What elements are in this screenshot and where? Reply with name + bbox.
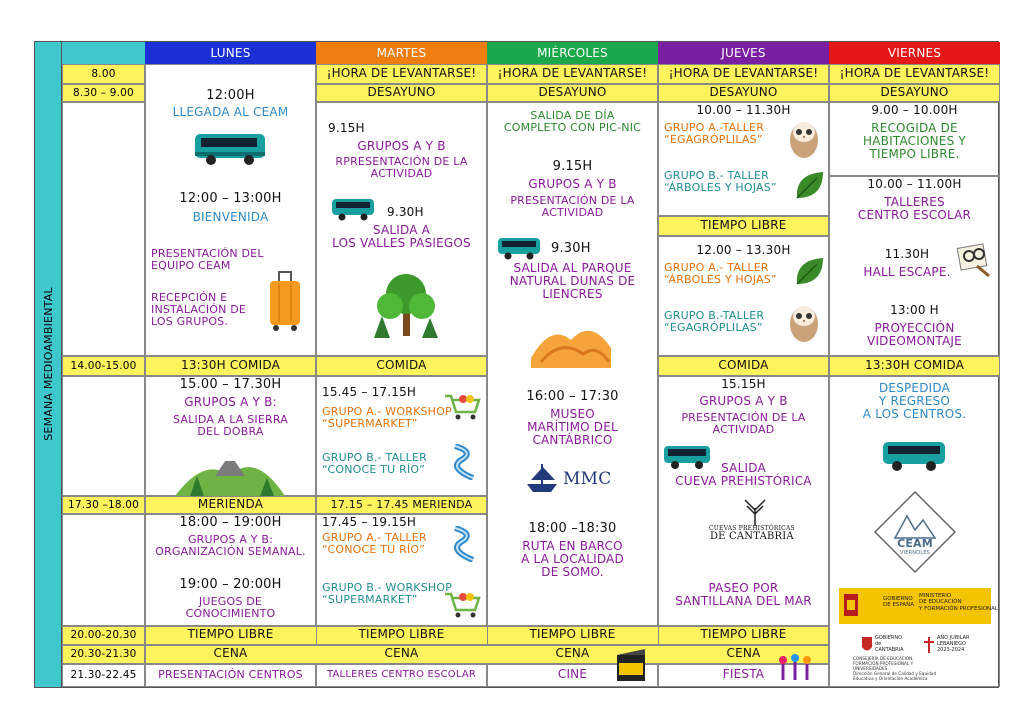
martes-grupo-a: GRUPO A.- WORKSHOP “SUPERMARKET” xyxy=(322,405,452,430)
cross-icon xyxy=(923,636,935,654)
time-cell: 14.00-15.00 xyxy=(62,356,145,376)
viernes-desayuno-label: DESAYUNO xyxy=(880,85,949,99)
cinema-icon xyxy=(615,645,647,685)
miercoles-ruta: RUTA EN BARCO A LA LOCALIDAD DE SOMO. xyxy=(521,539,624,579)
tree-icon xyxy=(370,268,442,340)
owl-icon xyxy=(787,114,821,160)
jueves-time-1515: 15.15H xyxy=(721,377,766,391)
day-header-lunes: LUNES xyxy=(145,42,316,64)
cart-icon xyxy=(443,590,481,618)
lunes-llegada: LLEGADA AL CEAM xyxy=(172,105,289,119)
viernes-proyeccion: PROYECCIÓN VIDEOMONTAJE xyxy=(867,321,962,348)
viernes-recogida: RECOGIDA DE HABITACIONES Y TIEMPO LIBRE. xyxy=(863,121,966,161)
ceam-logo-icon xyxy=(873,490,957,574)
lunes-grupos: GRUPOS A Y B: xyxy=(184,395,277,409)
lunes-organizacion: GRUPOS A Y B: ORGANIZACIÓN SEMANAL. xyxy=(155,533,306,558)
corner-cell xyxy=(62,42,145,64)
cantabria-shield-icon xyxy=(861,636,873,654)
time-cell: 17.30 –18.00 xyxy=(62,496,145,514)
party-icon xyxy=(775,652,817,684)
leaf-icon xyxy=(793,168,827,202)
viernes-time-1130: 11.30H xyxy=(884,247,930,261)
suitcase-icon xyxy=(267,270,303,332)
lunes-comida-label: 13:30H COMIDA xyxy=(181,358,280,372)
miercoles-time-915: 9.15H xyxy=(552,159,593,174)
bus-icon xyxy=(881,438,947,472)
cantabria-text: GOBIERNO de CANTABRIA xyxy=(875,635,904,653)
viernes-time-900: 9.00 – 10.00H xyxy=(871,103,958,117)
time-cell-blank xyxy=(62,376,145,496)
martes-talleres-centro: TALLERES CENTRO ESCOLAR xyxy=(326,669,477,680)
jueves-fiesta: FIESTA xyxy=(722,667,765,681)
day-header-martes: MARTES xyxy=(316,42,487,64)
ceam-logo-sub: VIERNOLES xyxy=(899,550,931,556)
miercoles-salida-dia: SALIDA DE DÍA COMPLETO CON PIC-NIC xyxy=(503,109,642,134)
bus-icon xyxy=(497,236,541,260)
viernes-levantarse-label: ¡HORA DE LEVANTARSE! xyxy=(839,66,990,80)
martes-presentacion: RPRESENTACIÓN DE LA ACTIVIDAD xyxy=(335,155,468,180)
shield-icon xyxy=(843,590,859,620)
mmc-logo: MMC xyxy=(563,469,612,489)
ministerio-text: MINISTERIO DE EDUCACIÓN Y FORMACIÓN PROFESIONAL xyxy=(919,593,998,612)
day-header-viernes: VIERNES xyxy=(829,42,1000,64)
day-header-jueves: JUEVES xyxy=(658,42,829,64)
jueves-tiempo-libre-label: TIEMPO LIBRE xyxy=(700,218,787,232)
leaf-icon xyxy=(793,254,827,288)
cave-icon xyxy=(725,498,785,528)
jueves-salida: SALIDA CUEVA PREHISTÓRICA xyxy=(675,461,812,488)
miercoles-levantarse-label: ¡HORA DE LEVANTARSE! xyxy=(497,66,648,80)
miercoles-time-1600: 16:00 – 17:30 xyxy=(526,389,619,404)
bus-icon xyxy=(331,197,375,221)
miercoles-time-1800: 18:00 –18:30 xyxy=(528,521,617,536)
time-cell: 20.30-21.30 xyxy=(62,645,145,664)
jueves-tiempo-libre-2: TIEMPO LIBRE xyxy=(700,627,787,641)
miercoles-cena: CENA xyxy=(555,646,590,660)
time-cell: 8.00 xyxy=(62,64,145,84)
time-cell: 20.00-20.30 xyxy=(62,626,145,645)
jueves-grupo-a: GRUPO A.-TALLER “EGAGRÓPLILAS” xyxy=(664,121,765,146)
jueves-grupos: GRUPOS A Y B xyxy=(699,394,788,408)
miercoles-cine: CINE xyxy=(557,667,588,681)
miercoles-desayuno-label: DESAYUNO xyxy=(538,85,607,99)
jueves-comida-label: COMIDA xyxy=(718,358,769,372)
time-cell: 21.30-22.45 xyxy=(62,664,145,687)
jubilar-text: AÑO JUBILAR LEBANIEGO 2023-2024 xyxy=(937,635,970,653)
martes-comida-label: COMIDA xyxy=(376,358,427,372)
lunes-recepcion: RECEPCIÓN E INSTALACIÓN DE LOS GRUPOS. xyxy=(151,291,247,328)
jueves-grupo-b: GRUPO B.- TALLER “ÁRBOLES Y HOJAS” xyxy=(664,169,777,194)
jueves-levantarse-label: ¡HORA DE LEVANTARSE! xyxy=(668,66,819,80)
viernes-hall: HALL ESCAPE. xyxy=(863,265,951,279)
martes-tiempo-libre: TIEMPO LIBRE xyxy=(358,627,445,641)
lunes-presentacion-centros: PRESENTACIÓN CENTROS xyxy=(158,668,303,681)
miercoles-tiempo-libre: TIEMPO LIBRE xyxy=(529,627,616,641)
miercoles-grupos: GRUPOS A Y B xyxy=(528,177,617,191)
martes-grupo-a-2: GRUPO A.- TALLER “CONOCE TU RÍO” xyxy=(322,531,427,556)
lunes-presentacion: PRESENTACIÓN DEL EQUIPO CEAM xyxy=(151,247,264,272)
lunes-time-1500: 15.00 – 17.30H xyxy=(179,377,282,392)
lunes-time-1200: 12:00H xyxy=(206,88,255,103)
miercoles-time-930: 9.30H xyxy=(551,241,591,256)
ship-icon xyxy=(525,462,559,494)
jueves-desayuno-label: DESAYUNO xyxy=(709,85,778,99)
martes-salida: SALIDA A LOS VALLES PASIEGOS xyxy=(332,223,471,250)
time-cell-blank xyxy=(62,102,145,356)
escape-icon xyxy=(955,242,993,278)
martes-time-930: 9.30H xyxy=(387,205,424,219)
lunes-time-1800: 18:00 – 19:00H xyxy=(179,515,282,530)
miercoles-presentacion: PRESENTACIÓN DE LA ACTIVIDAD xyxy=(510,194,635,219)
viernes-comida-label: 13:30H COMIDA xyxy=(865,358,964,372)
jueves-cuevas-logo: CUEVAS PREHISTÓRICAS DE CANTABRIA xyxy=(709,525,795,543)
martes-time-1545: 15.45 – 17.15H xyxy=(322,385,417,399)
dune-icon xyxy=(531,318,611,368)
sidebar-label: SEMANA MEDIOAMBIENTAL xyxy=(42,287,55,441)
gobierno-text: GOBIERNO DE ESPAÑA xyxy=(883,596,915,609)
bus-icon xyxy=(193,130,269,166)
viernes-time-1300: 13:00 H xyxy=(890,303,939,317)
day-header-miercoles: MIÉRCOLES xyxy=(487,42,658,64)
river-icon xyxy=(449,526,479,562)
martes-merienda-label: 17.15 – 17.45 MERIENDA xyxy=(330,498,473,511)
river-icon xyxy=(449,444,479,480)
jueves-cena: CENA xyxy=(726,646,761,660)
viernes-talleres: TALLERES CENTRO ESCOLAR xyxy=(857,195,972,222)
jueves-grupo-a-2: GRUPO A.- TALLER “ÁRBOLES Y HOJAS” xyxy=(664,261,777,286)
martes-grupo-b-2: GRUPO B.- WORKSHOP “SUPERMARKET” xyxy=(322,581,453,606)
time-cell-blank xyxy=(62,514,145,626)
martes-time-915: 9.15H xyxy=(328,121,365,135)
lunes-cena: CENA xyxy=(213,646,248,660)
lunes-merienda-label: MERIENDA xyxy=(197,497,264,511)
consejeria-text: CONSEJERÍA DE EDUCACIÓN, FORMACIÓN PROFESIONAL Y UNIVERSIDADES Dirección General de Calidad y Equidad Educativa y Orientación Académica xyxy=(853,656,937,682)
jueves-grupo-b-2: GRUPO B.-TALLER “EGAGRÓPLILAS” xyxy=(664,309,765,334)
lunes-salida: SALIDA A LA SIERRA DEL DOBRA xyxy=(173,413,288,438)
owl-icon xyxy=(787,298,821,344)
jueves-time-1200: 12.00 – 13.30H xyxy=(696,243,791,257)
ceam-logo-label: CEAM xyxy=(897,537,933,550)
mountain-icon xyxy=(175,446,285,496)
miercoles-parque: SALIDA AL PARQUE NATURAL DUNAS DE LIENCRES xyxy=(509,261,636,301)
viernes-time-1000: 10.00 – 11.00H xyxy=(867,177,962,191)
martes-grupos: GRUPOS A Y B xyxy=(357,139,446,153)
lunes-time-1900: 19:00 – 20:00H xyxy=(179,577,282,592)
martes-cena: CENA xyxy=(384,646,419,660)
jueves-presentacion: PRESENTACIÓN DE LA ACTIVIDAD xyxy=(681,411,806,436)
time-cell: 8.30 – 9.00 xyxy=(62,84,145,102)
lunes-bienvenida: BIENVENIDA xyxy=(192,210,269,224)
lunes-time-1200-1300: 12:00 – 13:00H xyxy=(179,191,282,206)
lunes-tiempo-libre: TIEMPO LIBRE xyxy=(187,627,274,641)
lunes-juegos: JUEGOS DE CONOCIMIENTO xyxy=(185,595,276,620)
cart-icon xyxy=(443,392,481,420)
martes-grupo-b: GRUPO B.- TALLER “CONOCE TU RÍO” xyxy=(322,451,427,476)
martes-levantarse-label: ¡HORA DE LEVANTARSE! xyxy=(326,66,477,80)
jueves-paseo: PASEO POR SANTILLANA DEL MAR xyxy=(675,581,812,608)
martes-time-1745: 17.45 – 19.15H xyxy=(322,515,417,529)
viernes-despedida: DESPEDIDA Y REGRESO A LOS CENTROS. xyxy=(862,381,967,421)
martes-desayuno-label: DESAYUNO xyxy=(367,85,436,99)
schedule-sheet xyxy=(34,41,999,688)
jueves-time-1000: 10.00 – 11.30H xyxy=(696,103,791,117)
miercoles-museo: MUSEO MARÍTIMO DEL CANTÁBRICO xyxy=(527,407,618,447)
